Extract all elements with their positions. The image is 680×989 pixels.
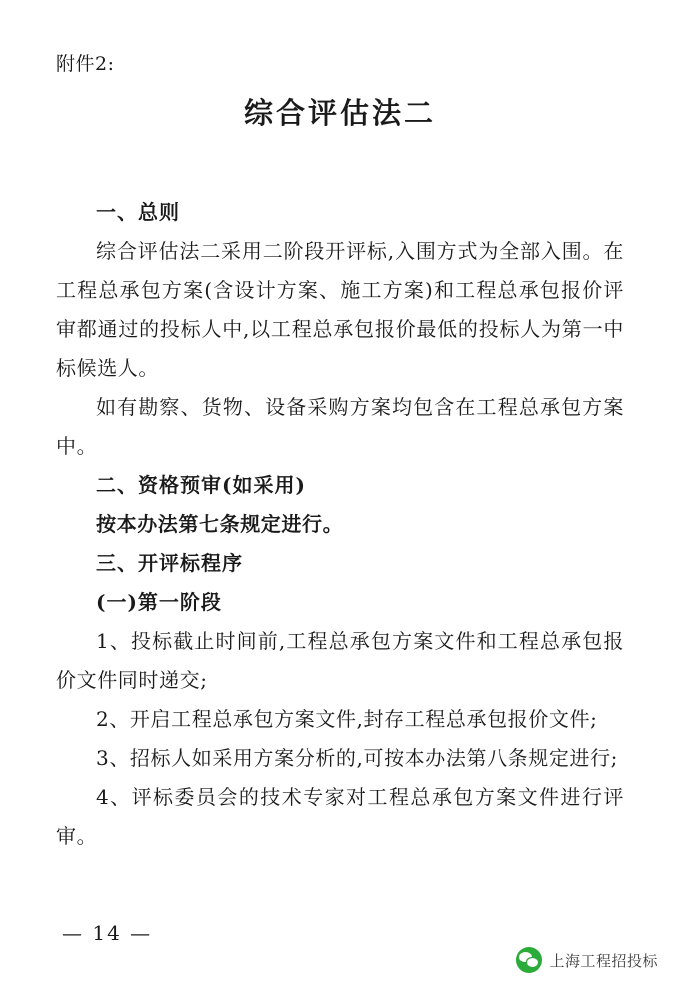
section-heading-prequalification: 二、资格预审(如采用): [96, 472, 306, 497]
page-number: — 14 —: [62, 921, 153, 945]
wechat-badge: [516, 947, 658, 973]
paragraph: 按本办法第七条规定进行。: [96, 511, 344, 536]
paragraph: 综合评估法二采用二阶段开评标,入围方式为全部入围。在工程总承包方案(含设计方案、施工方案)和工程总承包报价评审都通过的投标人中,以工程总承包报价最低的投标人为第一中标候选人。: [56, 238, 624, 380]
section-heading-bid-opening-procedure: 三、开评标程序: [96, 550, 243, 575]
wechat-account-name: 上海工程招投标: [549, 952, 658, 970]
wechat-icon: [516, 947, 542, 973]
paragraph: 1、投标截止时间前,工程总承包方案文件和工程总承包报价文件同时递交;: [56, 628, 624, 692]
paragraph: 4、评标委员会的技术专家对工程总承包方案文件进行评审。: [56, 784, 624, 848]
page-footer: [0, 893, 680, 989]
attachment-label: 附件2:: [56, 53, 115, 75]
subsection-heading-stage-one: (一)第一阶段: [96, 589, 222, 614]
page-title: 综合评估法二: [243, 95, 436, 130]
paragraph: 如有勘察、货物、设备采购方案均包含在工程总承包方案中。: [56, 394, 624, 458]
document-body: [56, 179, 624, 856]
paragraph: 3、招标人如采用方案分析的,可按本办法第八条规定进行;: [96, 745, 619, 770]
section-heading-general-rules: 一、总则: [96, 199, 180, 224]
paragraph: 2、开启工程总承包方案文件,封存工程总承包报价文件;: [96, 706, 598, 731]
